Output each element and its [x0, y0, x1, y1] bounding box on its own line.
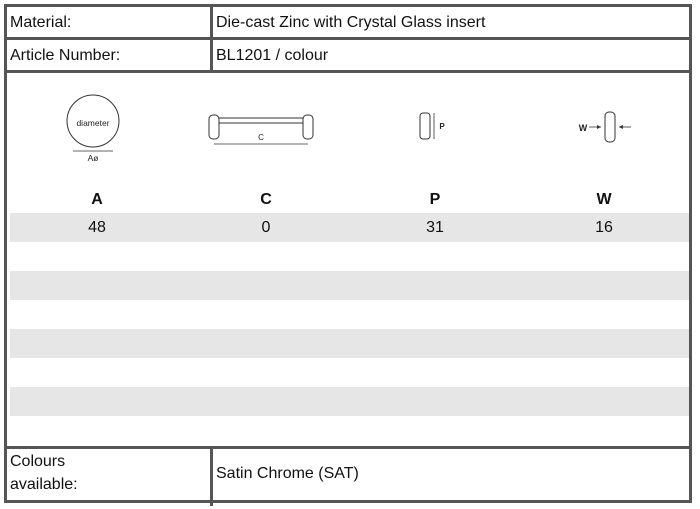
column-divider — [210, 7, 213, 70]
header-c: C — [260, 191, 272, 208]
material-value: Die-cast Zinc with Crystal Glass insert — [216, 14, 486, 31]
column-divider — [210, 446, 213, 506]
table-row — [10, 329, 689, 358]
diameter-sub-label: Aø — [87, 153, 99, 163]
material-label: Material: — [10, 14, 72, 31]
article-label: Article Number: — [10, 47, 121, 64]
header-w: W — [596, 191, 612, 208]
diameter-label: diameter — [76, 118, 110, 128]
value-c: 0 — [261, 219, 271, 236]
w-label: W — [578, 123, 588, 133]
divider — [7, 37, 689, 40]
c-label: C — [258, 133, 264, 142]
spec-sheet — [4, 4, 692, 503]
colours-value: Satin Chrome (SAT) — [216, 465, 359, 482]
value-p: 31 — [426, 219, 444, 236]
colours-label-line1: Colours — [10, 453, 66, 470]
width-w-diagram — [575, 109, 641, 145]
value-a: 48 — [88, 219, 106, 236]
value-w: 16 — [595, 219, 613, 236]
p-label: P — [439, 122, 445, 131]
header-p: P — [429, 191, 441, 208]
dimensions-section — [7, 73, 689, 446]
divider — [7, 446, 689, 449]
diameter-diagram — [65, 91, 121, 163]
colours-label-line2: available: — [10, 476, 78, 493]
table-row — [10, 271, 689, 300]
table-row — [10, 387, 689, 416]
handle-c-diagram — [207, 113, 317, 147]
projection-p-diagram — [417, 111, 451, 143]
article-value: BL1201 / colour — [216, 47, 329, 64]
header-a: A — [91, 191, 103, 208]
